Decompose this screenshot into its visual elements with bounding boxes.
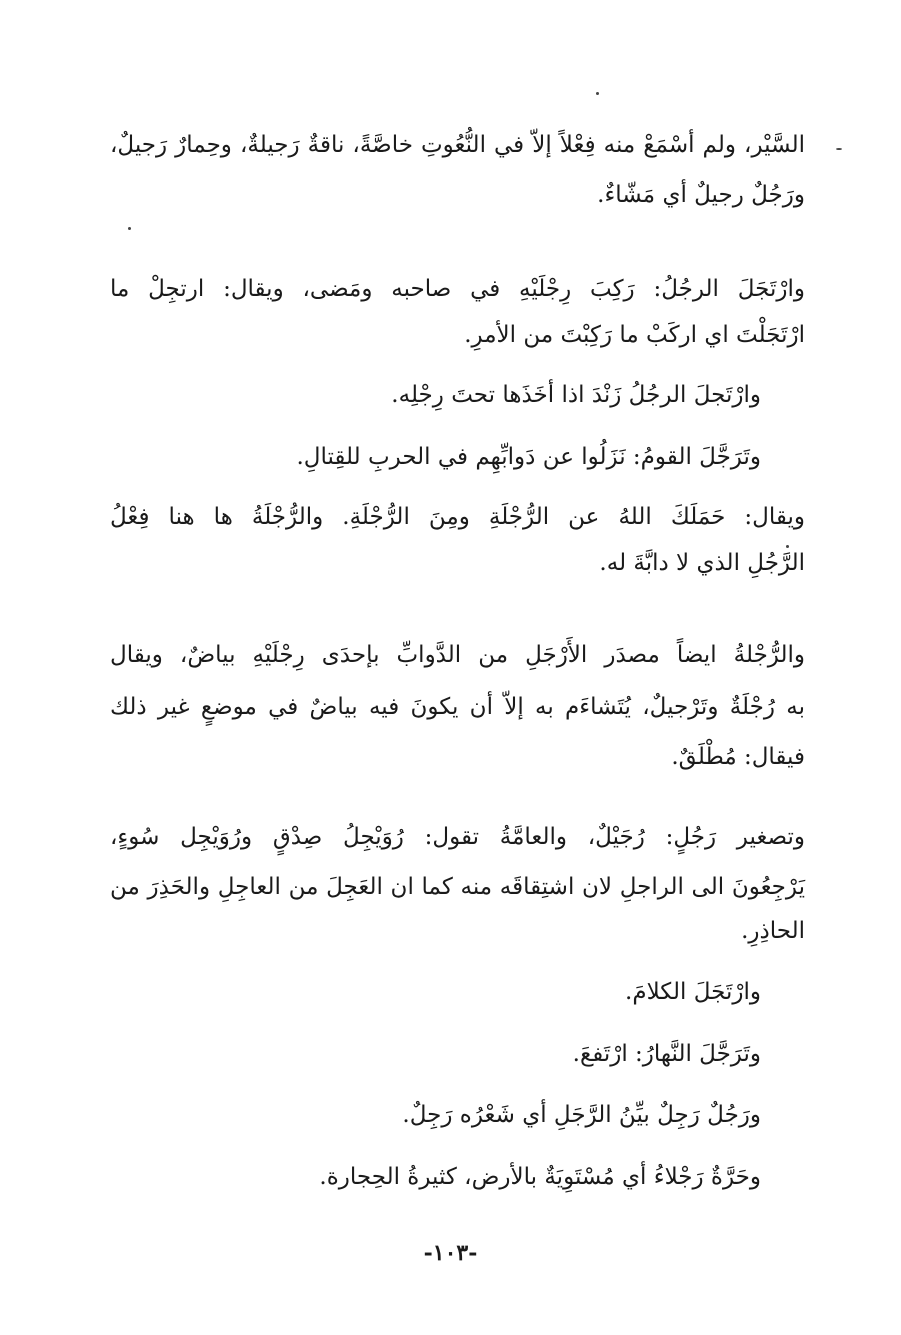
text-line-3: وارْتَجَلَ الرجُلُ: رَكِبَ رِجْلَيْهِ في صاحبه ومَضى، ويقال: ارتجِلْ ما (110, 276, 805, 302)
page-number: -١٠٣- (423, 1240, 478, 1266)
speck-left (128, 227, 131, 230)
text-line-6: وتَرَجَّلَ القومُ: نَزَلُوا عن دَوابِّهِم في الحربِ للقِتالِ. (296, 444, 761, 470)
text-line-1: السَّيْر، ولم أسْمَعْ منه فِعْلاً إلاّ في النُّعُوتِ خاصَّةً، ناقةٌ رَجيلةٌ، وحِمارٌ رَجيلٌ، (110, 132, 805, 158)
text-line-15: وارْتَجَلَ الكلامَ. (625, 979, 761, 1005)
text-line-12: وتصغير رَجُلٍ: رُجَيْلٌ، والعامَّةُ تقول: رُوَيْجِلُ صِدْقٍ ورُوَيْجِل سُوءٍ، (110, 824, 805, 850)
text-line-8: الرَّجُلِ الذي لا دابَّةَ له. (599, 550, 805, 576)
text-line-13: يَرْجِعُونَ الى الراجلِ لان اشتِقاقَه منه كما ان العَجِلَ من العاجِلِ والحَذِرَ من (110, 874, 805, 900)
text-line-10: به رُجْلَةٌ وتَرْجيلٌ، يُتَشاءَم به إلاّ أن يكونَ فيه بياضٌ في موضعٍ غير ذلك (110, 694, 805, 720)
text-line-18: وحَرَّةٌ رَجْلاءُ أي مُسْتَوِيَةٌ بالأرض، كثيرةُ الحِجارة. (319, 1164, 761, 1190)
text-line-7: ويقال: حَمَلَكَ اللهُ عن الرُّجْلَةِ ومِنَ الرُّجْلَةِ. والرُّجْلَةُ ها هنا فِعْلُ (110, 504, 805, 530)
text-line-17: ورَجُلٌ رَجِلٌ بيِّنُ الرَّجَلِ أي شَعْرُه رَجِلٌ. (402, 1102, 761, 1128)
speck-top (596, 92, 599, 95)
text-line-11: فيقال: مُطْلَقٌ. (671, 744, 805, 770)
text-line-5: وارْتَجلَ الرجُلُ زَنْدَ اذا أخَذَها تحتَ رِجْلِه. (391, 382, 761, 408)
speck-right-1 (836, 148, 842, 150)
text-line-16: وتَرَجَّلَ النَّهارُ: ارْتَفعَ. (572, 1041, 761, 1067)
text-line-9: والرُّجْلةُ ايضاً مصدَر الأَرْجَلِ من الدَّوابِّ بإحدَى رِجْلَيْهِ بياضٌ، ويقال (110, 642, 805, 668)
text-line-4: ارْتَجَلْتَ اي اركَبْ ما رَكِبْتَ من الأمرِ. (464, 322, 805, 348)
text-line-14: الحاذِرِ. (741, 918, 805, 944)
text-line-2: ورَجُلٌ رجيلٌ أي مَشّاءٌ. (597, 182, 805, 208)
